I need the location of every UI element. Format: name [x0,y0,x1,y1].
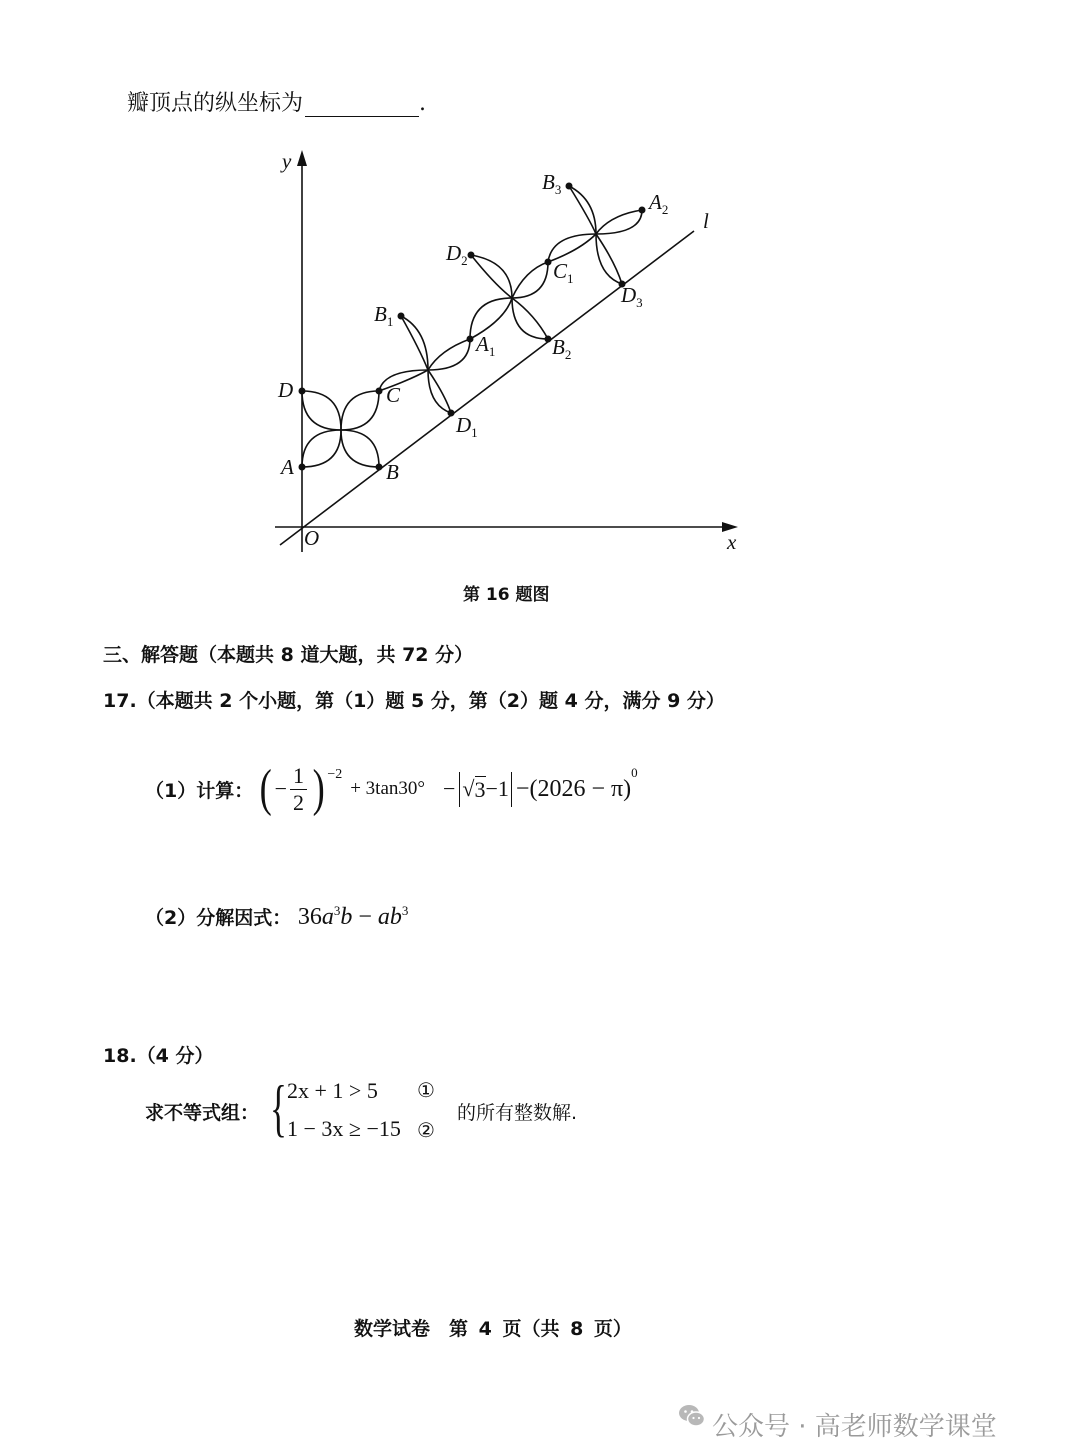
period: . [419,91,427,116]
sqrt-arg: 3 [474,776,486,802]
label-B3: $B_3$ [542,170,562,197]
mark-1: ① [417,1078,435,1102]
label-y: y [282,149,292,173]
point-C1 [545,259,552,266]
point-D2 [468,252,475,259]
part-2-label: （2）分解因式： [145,907,292,929]
expression-17-2 [298,904,409,930]
label-B: B [386,460,399,484]
part-1-label: （1）计算： [145,779,254,802]
label-l: l [703,209,709,233]
label-x: x [727,530,737,554]
question-17-header: 17.（本题共 2 个小题，第（1）题 5 分，第（2）题 4 分，满分 9 分） [103,690,725,712]
exp-3b: 3 [401,903,409,918]
minus: − [352,904,378,930]
label-O: O [304,526,320,550]
tan-term: + 3tan30° [350,778,425,799]
label-D3: $D_3$ [621,283,643,310]
question-18-tail: 的所有整数解. [457,1102,578,1124]
coef: 36 [297,904,322,930]
point-C [376,388,383,395]
point-A [299,464,306,471]
figure-16 [0,0,1080,610]
left-paren: ( [259,760,272,817]
point-B2 [545,336,552,343]
inequality-1: 2x + 1 > 5 [287,1078,378,1103]
inequality-2: 1 − 3x ≥ −15 [287,1116,401,1141]
point-B3 [566,183,573,190]
minus-sign: − [274,776,287,801]
page-footer: 数学试卷 第 4 页（共 8 页） [354,1318,632,1340]
question-17-part-2 [145,903,408,931]
expression-17-1 [257,760,638,817]
wechat-icon [678,1402,706,1430]
minus-one: −1 [485,776,509,801]
point-B [376,464,383,471]
question-18-label: 求不等式组： [145,1102,260,1124]
point-A2 [639,207,646,214]
point-D1 [448,410,455,417]
power-term: −(2026 − π) [515,775,632,802]
label-B1: $B_1$ [374,302,394,329]
right-paren: ) [312,760,325,817]
y-axis-arrow [297,150,307,166]
watermark-text: 公众号 · 高老师数学课堂 [712,1412,997,1442]
label-C1: $C_1$ [553,259,574,286]
exponent-zero: 0 [631,765,638,780]
label-A: A [281,455,294,479]
question-18-header: 18.（4 分） [103,1045,214,1067]
flower-1 [302,391,379,467]
point-D [299,388,306,395]
var-b: b [340,904,353,930]
brace: { [270,1072,287,1143]
figure-caption: 第 16 题图 [463,585,550,605]
label-D2: $D_2$ [446,241,468,268]
var-ab: ab [377,904,402,930]
label-D: D [278,378,294,402]
point-B1 [398,313,405,320]
fraction [290,763,307,815]
question-text: 瓣顶点的纵坐标为 [127,91,304,116]
point-A1 [467,336,474,343]
question-17-part-1 [145,760,638,817]
denominator: 2 [292,789,304,815]
exponent: −2 [327,767,343,782]
mark-2: ② [417,1118,435,1142]
var-a: a [321,904,334,930]
label-C: C [386,383,401,407]
label-D1: $D_1$ [456,413,478,440]
line-l [280,231,694,545]
section-heading: 三、解答题（本题共 8 道大题，共 72 分） [103,644,474,666]
minus-sign-2: − [443,776,456,801]
numerator: 1 [290,763,307,789]
label-A2: $A_2$ [649,190,669,217]
abs-value [459,772,512,807]
exp-3a: 3 [333,903,341,918]
label-A1: $A_1$ [476,332,496,359]
sqrt-sign: √ [462,776,475,801]
flower-3 [470,255,548,339]
label-B2: $B_2$ [552,335,572,362]
